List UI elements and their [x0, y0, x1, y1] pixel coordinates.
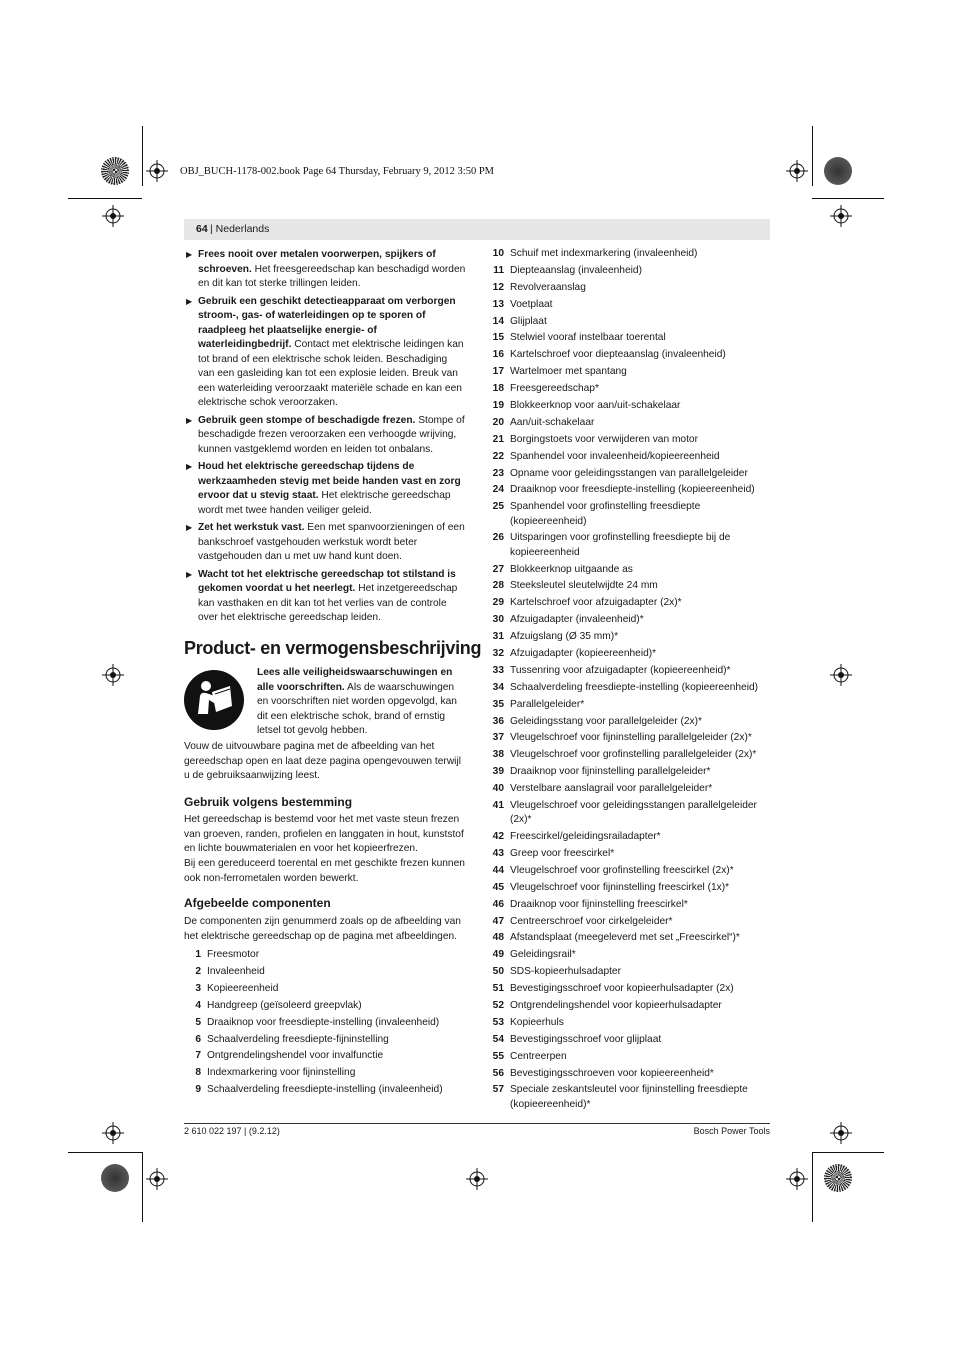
item-text: Indexmarkering voor fijninstelling	[207, 1067, 356, 1079]
safety-bullet	[184, 295, 466, 411]
item-text: Vleugelschroef voor grofinstelling parallelgeleider (2x)*	[510, 749, 757, 761]
item-number: 46	[492, 898, 504, 910]
triangle-bullet-icon: ▶	[186, 250, 193, 259]
item-number: 10	[492, 248, 504, 259]
list-item	[490, 382, 770, 396]
item-text: Revolveraanslag	[510, 281, 586, 293]
item-text: Schuif met indexmarkering (invaleenheid)	[510, 248, 698, 259]
list-item	[490, 898, 770, 912]
list-item	[490, 965, 770, 979]
item-text: Centreerschroef voor cirkelgeleider*	[510, 915, 673, 927]
crop-mark	[812, 1152, 884, 1153]
item-number: 35	[492, 698, 504, 710]
item-text: Steeksleutel sleutelwijdte 24 mm	[510, 580, 658, 592]
usage-paragraph-2: Bij een gereduceerd toerental en met geschikte frezen kunnen ook non-ferrometalen worden bewerkt.	[184, 858, 465, 884]
item-number: 44	[492, 864, 504, 876]
triangle-bullet-icon: ▶	[186, 415, 193, 425]
components-intro: De componenten zijn genummerd zoals op de afbeelding van het elektrische gereedschap op de pagina met afbeeldingen.	[184, 916, 461, 942]
list-item	[490, 1050, 770, 1064]
triangle-bullet-icon: ▶	[186, 569, 193, 579]
crosshair-icon	[830, 664, 852, 686]
list-item	[490, 433, 770, 447]
safety-bullets	[184, 248, 466, 629]
item-number: 29	[492, 597, 504, 609]
bullet-bold: Zet het werkstuk vast.	[198, 522, 305, 533]
item-text: Draaiknop voor fijninstelling parallelgeleider*	[510, 766, 711, 778]
item-text: Afzuigadapter (kopieereenheid)*	[510, 648, 657, 659]
item-number: 56	[492, 1067, 504, 1079]
item-number: 42	[492, 831, 504, 843]
item-text: Diepteaanslag (invaleenheid)	[510, 264, 642, 276]
crosshair-icon	[146, 1168, 168, 1190]
item-text: Wartelmoer met spantang	[510, 366, 627, 378]
list-item	[490, 579, 770, 593]
language-name: Nederlands	[215, 223, 270, 235]
bullet-text: Een met spanvoorzieningen of een bankschroef vastgehouden werkstuk wordt beter vastgehouden dan u met uw hand kunt doen.	[198, 522, 465, 562]
crosshair-icon	[102, 664, 124, 686]
item-number: 4	[195, 999, 201, 1011]
item-text: Blokkeerknop uitgaande as	[510, 563, 633, 575]
crop-mark	[812, 1152, 813, 1222]
item-text: Speciale zeskantsleutel voor fijninstelling freesdiepte (kopieereenheid)*	[510, 1084, 748, 1110]
list-item	[184, 998, 466, 1015]
list-item	[490, 731, 770, 745]
footer-left: 2 610 022 197 | (9.2.12)	[184, 1126, 280, 1136]
item-number: 47	[492, 915, 504, 927]
bullet-text: Het inzetgereedschap kan vasthaken en dit kan tot het verlies van de controle over het elektrische gereedschap leiden.	[198, 583, 458, 623]
item-number: 34	[492, 681, 504, 693]
list-item	[490, 348, 770, 362]
bullet-text: Het elektrische gereedschap wordt met twee handen veiliger geleid.	[198, 490, 451, 516]
crop-mark	[812, 198, 884, 199]
list-item	[490, 982, 770, 996]
item-text: Freesgereedschap*	[510, 383, 599, 395]
footer-rule	[184, 1123, 770, 1124]
item-number: 9	[195, 1084, 201, 1096]
item-text: SDS-kopieerhulsadapter	[510, 966, 621, 978]
item-number: 43	[492, 848, 504, 859]
list-item	[490, 613, 770, 627]
color-rose-icon	[101, 1164, 129, 1192]
item-number: 55	[492, 1050, 504, 1062]
list-item	[490, 399, 770, 413]
bullet-bold: Gebruik geen stompe of beschadigde frezen.	[198, 414, 416, 426]
item-text: Ontgrendelingshendel voor kopieerhulsadapter	[510, 1000, 722, 1012]
item-text: Aan/uit-schakelaar	[510, 416, 595, 428]
item-text: Vleugelschroef voor fijninstelling parallelgeleider (2x)*	[510, 732, 752, 744]
triangle-bullet-icon: ▶	[186, 296, 193, 306]
crosshair-icon	[146, 160, 168, 182]
item-text: Borgingstoets voor verwijderen van motor	[510, 433, 698, 445]
item-text: Vleugelschroef voor grofinstelling freescirkel (2x)*	[510, 864, 734, 876]
list-item	[490, 948, 770, 962]
list-item	[490, 681, 770, 695]
item-number: 3	[195, 982, 201, 994]
bullet-bold: Frees nooit over metalen voorwerpen, spijkers of schroeven.	[198, 249, 436, 275]
read-manual-icon	[184, 670, 244, 730]
item-text: Centreerpen	[510, 1050, 567, 1062]
item-text: Afzuigadapter (invaleenheid)*	[510, 614, 644, 626]
page-number: 64	[196, 223, 208, 235]
list-item	[490, 647, 770, 661]
item-number: 25	[492, 501, 504, 513]
item-text: Geleidingsrail*	[510, 949, 576, 961]
safety-bullet	[184, 521, 466, 565]
list-item	[490, 799, 770, 827]
bullet-text: Stompe of beschadigde frezen veroorzaken een verhoogde wrijving, kunnen vastgeklemd worden en leiden tot onbalans.	[198, 414, 465, 455]
item-text: Afstandsplaat (meegeleverd met set „Freescirkel“)*	[510, 932, 740, 944]
list-item	[184, 1082, 466, 1099]
bullet-bold: Gebruik een geschikt detectieapparaat om verborgen stroom-, gas- of waterleidingen op te sporen of raadpleeg het plaatselijke energie- of waterleidingbedrijf.	[198, 295, 456, 350]
item-number: 40	[492, 783, 504, 795]
list-item	[490, 483, 770, 497]
list-item	[490, 765, 770, 779]
item-number: 53	[492, 1016, 504, 1028]
list-item	[184, 947, 466, 964]
section-title: Product- en vermogensbeschrijving	[184, 638, 482, 658]
list-item	[490, 450, 770, 464]
item-text: Spanhendel voor invaleenheid/kopieereenheid	[510, 450, 720, 462]
item-text: Vleugelschroef voor fijninstelling freescirkel (1x)*	[510, 881, 730, 893]
item-text: Kopieereenheid	[207, 982, 279, 994]
list-item	[184, 1032, 466, 1049]
item-text: Invaleenheid	[207, 965, 265, 977]
list-item	[490, 1067, 770, 1081]
item-number: 30	[492, 614, 504, 626]
item-text: Uitsparingen voor grofinstelling freesdiepte bij de kopieereenheid	[510, 532, 731, 558]
color-rose-icon	[101, 157, 129, 185]
crop-mark	[142, 1152, 143, 1222]
item-number: 50	[492, 966, 504, 978]
item-number: 6	[195, 1033, 201, 1045]
item-text: Blokkeerknop voor aan/uit-schakelaar	[510, 400, 681, 412]
item-number: 13	[492, 298, 504, 310]
item-number: 22	[492, 450, 504, 462]
item-text: Greep voor freescirkel*	[510, 848, 615, 859]
list-item	[490, 298, 770, 312]
crop-mark	[812, 126, 813, 186]
list-item	[490, 748, 770, 762]
intro-paragraph: Vouw de uitvouwbare pagina met de afbeelding van het gereedschap open en laat deze pagina opengevouwen terwijl u de gebruiksaanwijzing leest.	[184, 741, 461, 781]
component-list-right	[490, 247, 770, 1115]
warning-bold: Lees alle veiligheidswaarschuwingen en alle voorschriften.	[257, 667, 453, 693]
item-text: Schaalverdeling freesdiepte-instelling (invaleenheid)	[207, 1084, 443, 1096]
usage-heading: Gebruik volgens bestemming	[184, 795, 353, 809]
list-item	[490, 563, 770, 577]
triangle-bullet-icon: ▶	[186, 523, 193, 532]
item-text: Glijplaat	[510, 315, 547, 327]
crosshair-icon	[786, 1168, 808, 1190]
item-number: 37	[492, 732, 504, 744]
component-list-left	[184, 947, 466, 1099]
color-rose-icon	[824, 1164, 852, 1192]
crosshair-icon	[786, 160, 808, 182]
item-text: Voetplaat	[510, 298, 553, 310]
item-text: Verstelbare aanslagrail voor parallelgeleider*	[510, 783, 713, 795]
item-text: Stelwiel vooraf instelbaar toerental	[510, 332, 666, 344]
language-label: | Nederlands	[210, 223, 270, 235]
list-item	[490, 315, 770, 329]
list-item	[490, 881, 770, 895]
item-text: Bevestigingsschroeven voor kopieereenheid*	[510, 1067, 714, 1079]
list-item	[490, 500, 770, 528]
bullet-text: Contact met elektrische leidingen kan tot brand of een elektrische schok leiden. Beschadiging van een gasleiding kan tot een explosie leiden. Breuk van een waterleiding veroorzaakt materiële schade en kan een elektrische schok veroorzaken.	[198, 339, 464, 408]
crosshair-icon	[830, 1122, 852, 1144]
components-heading: Afgebeelde componenten	[184, 896, 331, 910]
crosshair-icon	[830, 205, 852, 227]
list-item	[490, 416, 770, 430]
item-text: Handgreep (geïsoleerd greepvlak)	[207, 999, 362, 1011]
list-item	[490, 281, 770, 295]
item-text: Freescirkel/geleidingsrailadapter*	[510, 831, 661, 843]
item-text: Schaalverdeling freesdiepte-fijninstelling	[207, 1033, 389, 1045]
list-item	[490, 247, 770, 261]
item-text: Bevestigingsschroef voor glijplaat	[510, 1033, 662, 1045]
list-item	[490, 915, 770, 929]
item-text: Tussenring voor afzuigadapter (kopieereenheid)*	[510, 664, 731, 676]
item-number: 5	[195, 1016, 201, 1028]
item-text: Draaiknop voor freesdiepte-instelling (kopieereenheid)	[510, 484, 755, 496]
list-item	[184, 1015, 466, 1032]
item-number: 33	[492, 664, 504, 676]
item-number: 24	[492, 484, 504, 496]
item-number: 11	[493, 264, 504, 276]
list-item	[490, 698, 770, 712]
item-text: Geleidingsstang voor parallelgeleider (2x)*	[510, 715, 702, 727]
item-number: 26	[492, 532, 504, 544]
item-number: 38	[492, 749, 504, 761]
list-item	[490, 1083, 770, 1111]
item-number: 54	[492, 1033, 504, 1045]
item-text: Ontgrendelingshendel voor invalfunctie	[207, 1050, 384, 1062]
bullet-bold: Wacht tot het elektrische gereedschap tot stilstand is gekomen voordat u het neerlegt.	[198, 568, 456, 594]
item-number: 17	[492, 366, 504, 378]
item-text: Opname voor geleidingsstangen van parallelgeleider	[510, 467, 748, 479]
safety-bullet	[184, 460, 466, 518]
item-number: 12	[492, 281, 504, 293]
item-number: 57	[492, 1084, 504, 1096]
list-item	[490, 467, 770, 481]
list-item	[490, 630, 770, 644]
item-text: Spanhendel voor grofinstelling freesdiepte (kopieereenheid)	[510, 501, 701, 527]
list-item	[490, 1033, 770, 1047]
item-number: 41	[492, 800, 504, 812]
item-text: Draaiknop voor freesdiepte-instelling (invaleenheid)	[207, 1016, 440, 1028]
item-number: 52	[492, 1000, 504, 1012]
item-number: 45	[492, 881, 504, 893]
crosshair-icon	[102, 1122, 124, 1144]
item-number: 18	[492, 383, 504, 395]
item-text: Parallelgeleider*	[510, 698, 585, 710]
item-number: 14	[492, 315, 504, 327]
warning-body: Als de waarschuwingen en voorschriften niet worden opgevolgd, kan dit een elektrische schok, brand of ernstig letsel tot gevolg hebben.	[257, 681, 457, 736]
item-text: Freesmotor	[207, 949, 260, 960]
item-text: Bevestigingsschroef voor kopieerhulsadapter (2x)	[510, 983, 734, 995]
item-number: 36	[492, 715, 504, 727]
bullet-text: Het freesgereedschap kan beschadigd worden en dit kan tot sterke trillingen leiden.	[198, 263, 466, 289]
list-item	[184, 981, 466, 998]
item-text: Kopieerhuls	[510, 1016, 564, 1028]
list-item	[490, 365, 770, 379]
item-text: Kartelschroef voor afzuigadapter (2x)*	[510, 597, 682, 609]
item-text: Draaiknop voor fijninstelling freescirkel*	[510, 898, 688, 910]
item-number: 51	[492, 983, 504, 995]
bullet-bold: Houd het elektrische gereedschap tijdens de werkzaamheden stevig met beide handen vast en zorg ervoor dat u stevig staat.	[198, 461, 461, 501]
crop-mark	[68, 1152, 142, 1153]
list-item	[184, 1048, 466, 1065]
list-item	[184, 964, 466, 981]
item-number: 28	[492, 580, 504, 592]
list-item	[490, 847, 770, 861]
item-text: Kartelschroef voor diepteaanslag (invaleenheid)	[510, 349, 726, 361]
list-item	[490, 830, 770, 844]
footer-right: Bosch Power Tools	[693, 1126, 770, 1136]
crop-mark	[142, 126, 143, 186]
item-number: 32	[492, 648, 504, 659]
item-number: 39	[492, 766, 504, 778]
list-item	[490, 999, 770, 1013]
safety-bullet	[184, 248, 466, 292]
list-item	[490, 531, 770, 559]
list-item	[490, 264, 770, 278]
usage-paragraph-1: Het gereedschap is bestemd voor het met vaste steun frezen van groeven, randen, profielen en langgaten in hout, kunststof en lichte bouwmaterialen en voor het kopieerfrezen.	[184, 814, 464, 854]
crosshair-icon	[466, 1168, 488, 1190]
crop-mark	[68, 198, 142, 199]
list-item	[490, 715, 770, 729]
item-text: Schaalverdeling freesdiepte-instelling (kopieereenheid)	[510, 681, 759, 693]
list-item	[490, 331, 770, 345]
item-number: 7	[195, 1050, 201, 1062]
item-number: 2	[195, 965, 201, 977]
list-item	[490, 664, 770, 678]
list-item	[490, 782, 770, 796]
print-header: OBJ_BUCH-1178-002.book Page 64 Thursday, February 9, 2012 3:50 PM	[180, 166, 495, 177]
item-number: 27	[492, 563, 504, 575]
item-number: 19	[492, 400, 504, 412]
item-number: 8	[195, 1067, 201, 1079]
list-item	[490, 931, 770, 945]
list-item	[490, 596, 770, 610]
list-item	[490, 1016, 770, 1030]
item-number: 16	[492, 349, 504, 361]
warning-text	[257, 666, 466, 739]
item-number: 15	[492, 332, 504, 344]
item-number: 23	[492, 467, 504, 479]
item-number: 1	[195, 949, 201, 960]
item-number: 48	[492, 932, 504, 944]
safety-bullet	[184, 414, 466, 458]
item-text: Afzuigslang (Ø 35 mm)*	[510, 631, 619, 643]
triangle-bullet-icon: ▶	[186, 462, 193, 471]
item-number: 49	[492, 949, 504, 961]
list-item	[184, 1065, 466, 1082]
item-number: 31	[492, 631, 504, 643]
running-header	[184, 219, 770, 240]
safety-bullet	[184, 568, 466, 626]
color-rose-icon	[824, 157, 852, 185]
crosshair-icon	[102, 205, 124, 227]
list-item	[490, 864, 770, 878]
item-number: 20	[492, 416, 504, 428]
item-text: Vleugelschroef voor geleidingsstangen parallelgeleider (2x)*	[510, 800, 757, 826]
item-number: 21	[492, 433, 504, 445]
